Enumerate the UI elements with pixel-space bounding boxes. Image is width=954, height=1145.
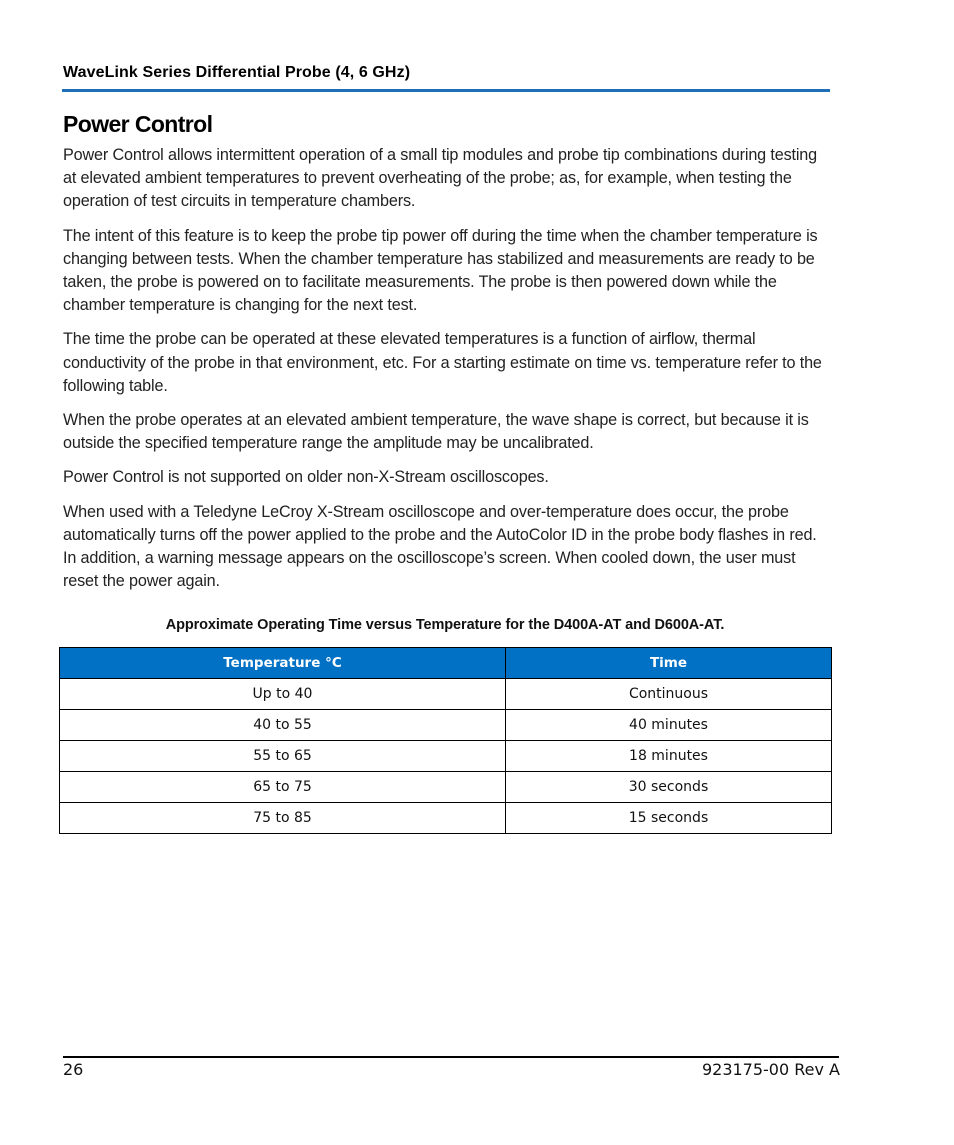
paragraph: The time the probe can be operated at these elevated temperatures is a function of airflow, thermal conductivity of the probe in that environment, etc. For a starting estimate on time vs. temperature refer to the following table. [63, 330, 822, 395]
operating-time-table [59, 647, 832, 834]
column-header-time: Time [506, 648, 832, 679]
section-title: Power Control [63, 111, 213, 137]
table-caption: Approximate Operating Time versus Temperature for the D400A-AT and D600A-AT. [165, 617, 725, 633]
table-row [60, 679, 832, 710]
document-id: 923175-00 Rev A [701, 1060, 840, 1079]
paragraph: When used with a Teledyne LeCroy X-Stream oscilloscope and over-temperature does occur, the probe automatically turns off the power applied to the probe and the AutoColor ID in the probe body flashes in red. In addition, a warning message appears on the oscilloscope’s screen. When cooled down, the user must reset the power again. [63, 502, 817, 591]
column-header-temperature: Temperature °C [60, 648, 506, 679]
temperature-cell: 55 to 65 [60, 741, 506, 772]
table-row [60, 772, 832, 803]
time-cell: 40 minutes [506, 710, 832, 741]
temperature-cell: 75 to 85 [60, 803, 506, 834]
temperature-cell: Up to 40 [60, 679, 506, 710]
footer-rule [63, 1056, 839, 1058]
time-cell: 30 seconds [506, 772, 832, 803]
paragraph: Power Control allows intermittent operation of a small tip modules and probe tip combinations during testing at elevated ambient temperatures to prevent overheating of the probe; as, for example, when testing the operation of test circuits in temperature chambers. [63, 146, 818, 211]
header-rule [62, 89, 830, 92]
temperature-cell: 65 to 75 [60, 772, 506, 803]
running-header: WaveLink Series Differential Probe (4, 6 GHz) [63, 64, 411, 81]
table-row [60, 741, 832, 772]
table-header-row [60, 648, 832, 679]
table-row [60, 803, 832, 834]
time-cell: 18 minutes [506, 741, 832, 772]
paragraph: The intent of this feature is to keep the probe tip power off during the time when the chamber temperature is changing between tests. When the chamber temperature has stabilized and measurements are ready to be taken, the probe is powered on to facilitate measurements. The probe is then powered down while the chamber temperature is changing for the next test. [63, 226, 818, 315]
page-number: 26 [63, 1060, 84, 1079]
paragraph: Power Control is not supported on older non-X-Stream oscilloscopes. [63, 468, 549, 487]
temperature-cell: 40 to 55 [60, 710, 506, 741]
table-row [60, 710, 832, 741]
paragraph: When the probe operates at an elevated ambient temperature, the wave shape is correct, but because it is outside the specified temperature range the amplitude may be uncalibrated. [63, 411, 809, 453]
time-cell: 15 seconds [506, 803, 832, 834]
body-text [63, 144, 833, 604]
time-cell: Continuous [506, 679, 832, 710]
